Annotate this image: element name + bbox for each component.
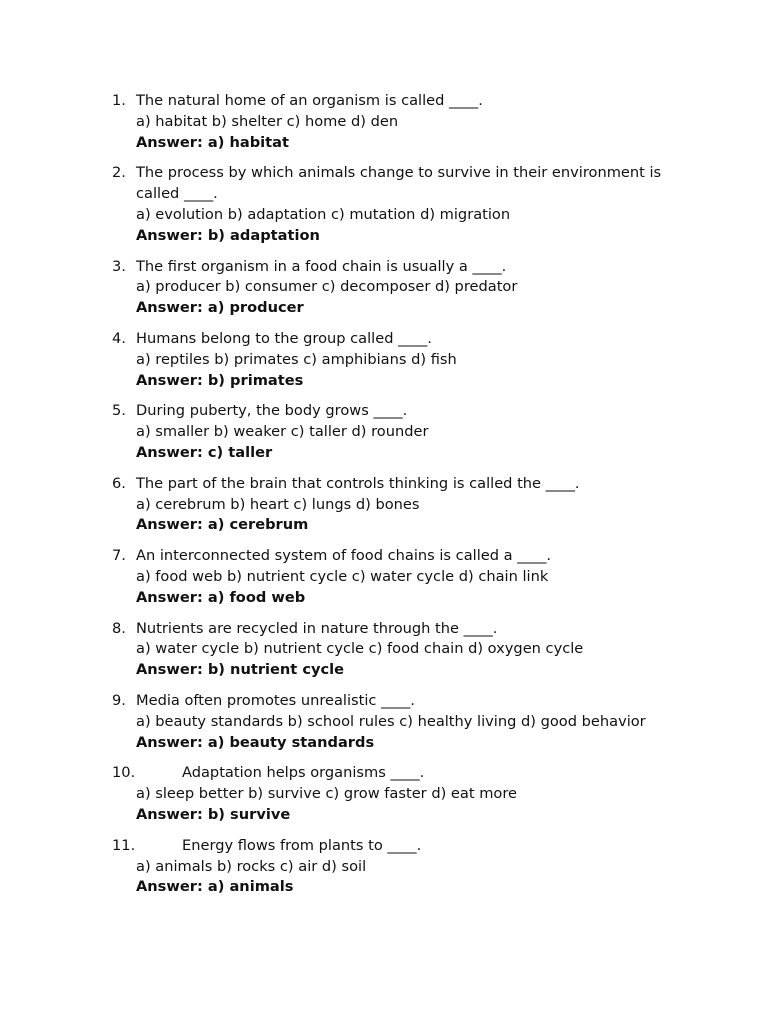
question-body (136, 763, 692, 825)
question-answer: Answer: b) survive (136, 805, 291, 823)
question-number: 9. (112, 691, 126, 709)
question-item (112, 163, 692, 246)
question-number: 2. (112, 164, 126, 182)
question-answer: Answer: a) animals (136, 878, 294, 896)
question-text: An interconnected system of food chains is called a ____. (136, 547, 552, 565)
question-body (136, 401, 692, 463)
question-body (136, 257, 692, 319)
question-number: 10. (112, 764, 136, 782)
question-item (112, 91, 692, 153)
question-body (136, 474, 692, 536)
question-text: The part of the brain that controls thinking is called the ____. (136, 474, 580, 492)
question-number: 1. (112, 92, 126, 109)
question-item (112, 257, 692, 319)
question-answer: Answer: a) beauty standards (136, 733, 375, 751)
question-text: Humans belong to the group called ____. (136, 329, 432, 347)
question-number: 6. (112, 474, 126, 492)
question-number: 8. (112, 619, 126, 637)
question-item (112, 836, 692, 898)
question-options: a) reptiles b) primates c) amphibians d) fish (136, 350, 457, 368)
question-item (112, 619, 692, 681)
question-answer: Answer: a) producer (136, 299, 304, 317)
question-item (112, 546, 692, 608)
question-options: a) beauty standards b) school rules c) healthy living d) good behavior (136, 712, 646, 730)
question-options: a) cerebrum b) heart c) lungs d) bones (136, 495, 420, 513)
question-number: 11. (112, 836, 136, 854)
question-number: 3. (112, 257, 126, 275)
question-item (112, 329, 692, 391)
question-answer: Answer: a) food web (136, 588, 306, 606)
question-number: 5. (112, 402, 126, 420)
question-body (136, 691, 692, 753)
question-body (136, 163, 692, 246)
question-item (112, 691, 692, 753)
question-options: a) water cycle b) nutrient cycle c) food chain d) oxygen cycle (136, 640, 584, 658)
question-options: a) producer b) consumer c) decomposer d) predator (136, 278, 518, 296)
question-answer: Answer: b) adaptation (136, 226, 320, 244)
question-item (112, 401, 692, 463)
question-answer: Answer: a) cerebrum (136, 516, 309, 534)
question-number: 4. (112, 329, 126, 347)
question-answer: Answer: c) taller (136, 443, 273, 461)
question-text: Media often promotes unrealistic ____. (136, 691, 415, 709)
question-text: Nutrients are recycled in nature through the ____. (136, 619, 498, 637)
question-text: Adaptation helps organisms ____. (182, 764, 425, 782)
question-body (136, 619, 692, 681)
quiz-list (112, 91, 692, 908)
question-text: Energy flows from plants to ____. (182, 836, 422, 854)
question-item (112, 763, 692, 825)
question-number: 7. (112, 547, 126, 565)
question-answer: Answer: b) primates (136, 371, 304, 389)
question-text: During puberty, the body grows ____. (136, 402, 408, 420)
question-answer: Answer: b) nutrient cycle (136, 661, 345, 679)
question-options: a) habitat b) shelter c) home d) den (136, 112, 399, 130)
question-answer: Answer: a) habitat (136, 133, 289, 151)
question-options: a) evolution b) adaptation c) mutation d) migration (136, 205, 511, 223)
question-options: a) sleep better b) survive c) grow faster d) eat more (136, 785, 517, 803)
question-text: The process by which animals change to survive in their environment is called ____. (136, 164, 662, 203)
question-text: The first organism in a food chain is usually a ____. (136, 257, 507, 275)
question-body (136, 91, 692, 153)
question-options: a) animals b) rocks c) air d) soil (136, 857, 367, 875)
question-options: a) food web b) nutrient cycle c) water cycle d) chain link (136, 567, 549, 585)
question-text: The natural home of an organism is called ____. (136, 92, 483, 109)
question-body (136, 329, 692, 391)
question-options: a) smaller b) weaker c) taller d) rounder (136, 423, 429, 441)
question-item (112, 474, 692, 536)
question-body (136, 546, 692, 608)
question-body (136, 836, 692, 898)
